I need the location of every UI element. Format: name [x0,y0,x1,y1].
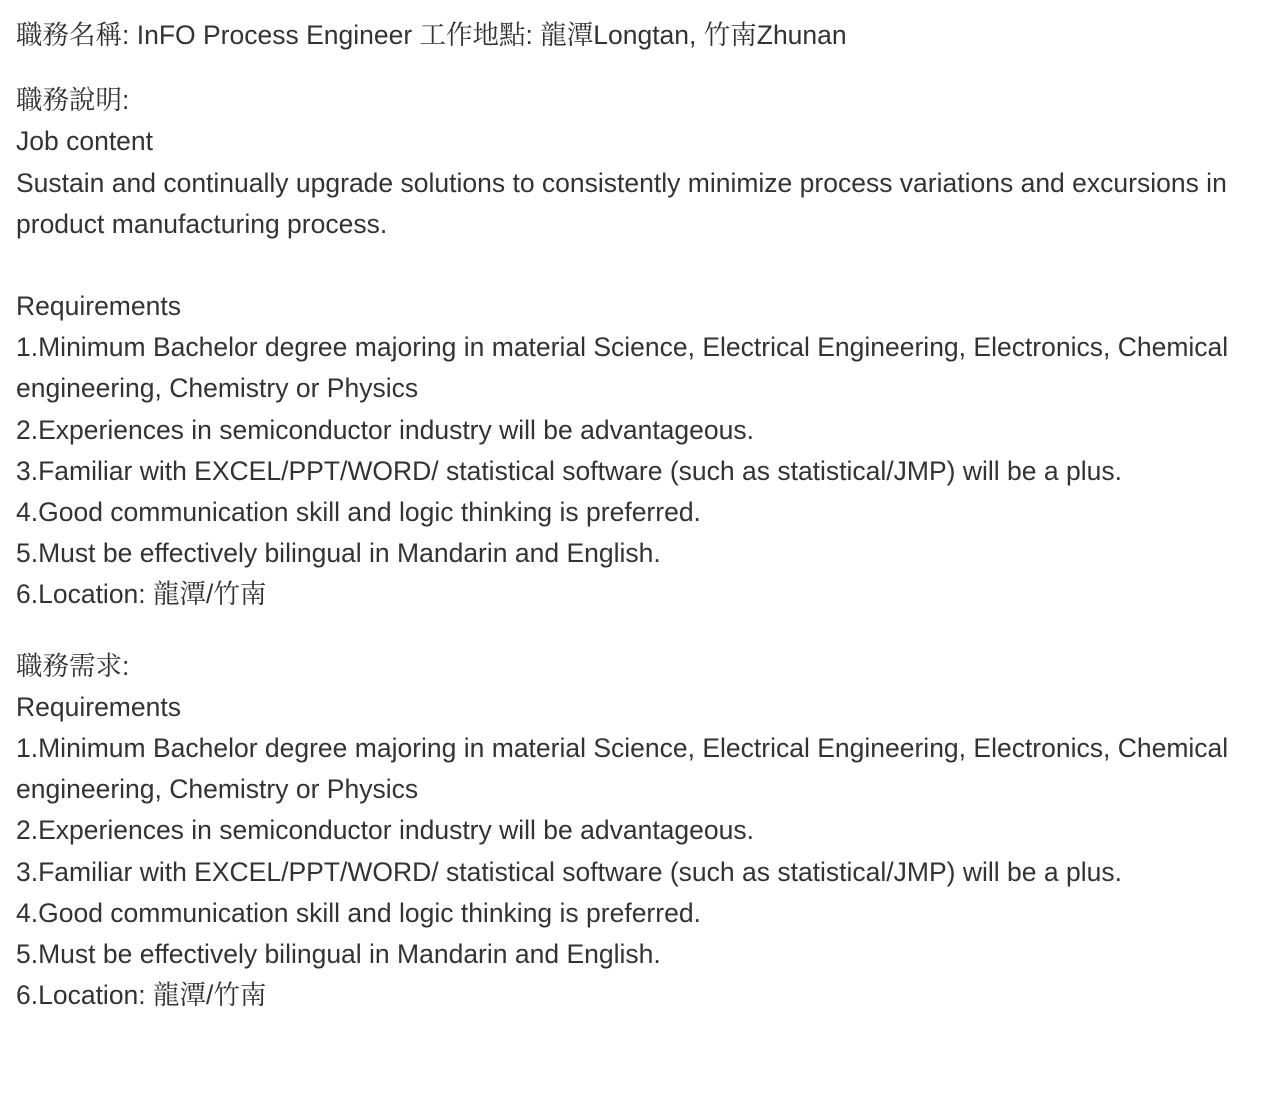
job-description-section [16,80,1274,615]
section-heading: 職務需求: [16,650,130,681]
requirements-label: Requirements [16,291,181,322]
job-title-location: 職務名稱: InFO Process Engineer 工作地點: 龍潭Longtan, 竹南Zhunan [16,20,847,50]
list-item: 5.Must be effectively bilingual in Mandarin and English. [16,939,661,970]
job-content-text: Sustain and continually upgrade solutions to consistently minimize process variations and excursions in product manufacturing process. [16,167,1227,239]
list-item: 1.Minimum Bachelor degree majoring in material Science, Electrical Engineering, Electronics, Chemical engineering, Chemistry or Physics [16,332,1229,404]
job-posting [16,15,1274,1016]
list-item: 6.Location: 龍潭/竹南 [16,980,267,1011]
list-item: 4.Good communication skill and logic thinking is preferred. [16,497,701,528]
list-item: 5.Must be effectively bilingual in Mandarin and English. [16,538,661,569]
job-requirements-section [16,646,1274,1017]
section-heading: 職務說明: [16,85,130,116]
requirements-label: Requirements [16,691,181,722]
list-item: 3.Familiar with EXCEL/PPT/WORD/ statistical software (such as statistical/JMP) will be a plus. [16,856,1122,887]
list-item: 1.Minimum Bachelor degree majoring in material Science, Electrical Engineering, Electronics, Chemical engineering, Chemistry or Physics [16,733,1229,805]
list-item: 6.Location: 龍潭/竹南 [16,579,267,610]
job-content-label: Job content [16,126,154,157]
list-item: 4.Good communication skill and logic thinking is preferred. [16,897,701,928]
list-item: 3.Familiar with EXCEL/PPT/WORD/ statistical software (such as statistical/JMP) will be a plus. [16,455,1122,486]
list-item: 2.Experiences in semiconductor industry will be advantageous. [16,414,754,445]
list-item: 2.Experiences in semiconductor industry will be advantageous. [16,815,754,846]
